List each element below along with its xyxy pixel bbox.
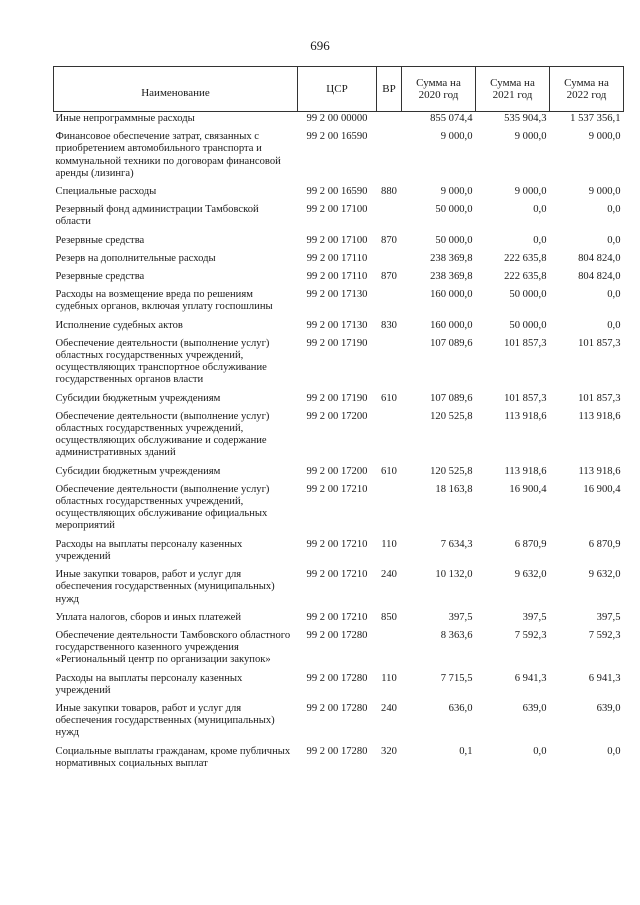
row-sum-2022: 0,0 [607, 319, 621, 331]
row-sum-2021: 7 592,3 [514, 629, 547, 641]
header-2022: Сумма на 2022 год [550, 67, 624, 112]
row-name: Иные закупки товаров, работ и услуг для обеспечения государственных (муниципальных) нужд [55, 702, 275, 739]
row-vr: 880 [381, 186, 397, 198]
table-row [54, 267, 624, 285]
row-csr: 99 2 00 17130 [306, 319, 368, 331]
row-vr: 320 [381, 745, 397, 757]
row-sum-2022: 101 857,3 [578, 392, 621, 404]
row-vr: 830 [381, 319, 397, 331]
row-sum-2020: 50 000,0 [435, 234, 473, 246]
row-sum-2020: 9 000,0 [440, 131, 473, 143]
row-sum-2020: 0,1 [459, 745, 473, 757]
row-sum-2022: 6 870,9 [588, 538, 621, 550]
row-sum-2022: 0,0 [607, 234, 621, 246]
row-sum-2022: 113 918,6 [578, 465, 621, 477]
row-csr: 99 2 00 17210 [306, 611, 368, 623]
row-sum-2022: 0,0 [607, 289, 621, 301]
row-vr: 110 [381, 538, 397, 550]
row-vr: 870 [381, 234, 397, 246]
row-sum-2020: 10 132,0 [435, 569, 473, 581]
row-sum-2021: 0,0 [533, 234, 547, 246]
row-name: Расходы на выплаты персоналу казенных учреждений [55, 538, 243, 562]
table-row [54, 742, 624, 772]
row-csr: 99 2 00 16590 [306, 186, 368, 198]
row-csr: 99 2 00 17100 [306, 204, 368, 216]
row-sum-2020: 397,5 [448, 611, 473, 623]
row-sum-2021: 113 918,6 [504, 410, 547, 422]
row-sum-2021: 101 857,3 [504, 337, 547, 349]
row-vr [377, 249, 402, 267]
row-vr: 110 [381, 672, 397, 684]
table-row [54, 669, 624, 699]
header-csr: ЦСР [298, 67, 377, 112]
row-sum-2022: 804 824,0 [578, 271, 621, 283]
row-name: Обеспечение деятельности (выполнение услуг) областных государственных учреждений, осуществляющих транспортное обслуживание государственных органов власти [55, 337, 270, 386]
row-vr [377, 334, 402, 389]
row-csr: 99 2 00 17130 [306, 289, 368, 301]
budget-table [53, 66, 624, 772]
row-csr: 99 2 00 17280 [306, 702, 368, 714]
table-row [54, 112, 624, 128]
row-vr: 610 [381, 392, 397, 404]
table-row [54, 231, 624, 249]
row-name: Социальные выплаты гражданам, кроме публичных нормативных социальных выплат [55, 745, 291, 769]
row-name: Финансовое обеспечение затрат, связанных с приобретением автомобильного транспорта и коммунальной техники по договорам финансовой аренды (лизинга) [55, 131, 281, 179]
row-sum-2021: 50 000,0 [509, 289, 547, 301]
table-row [54, 389, 624, 407]
table-row [54, 407, 624, 462]
row-csr: 99 2 00 00000 [306, 113, 368, 124]
row-vr [377, 480, 402, 535]
row-sum-2022: 9 000,0 [588, 186, 621, 198]
header-2020: Сумма на 2020 год [402, 67, 476, 112]
row-name: Резервные средства [55, 271, 145, 283]
row-sum-2021: 222 635,8 [504, 252, 547, 264]
row-name: Уплата налогов, сборов и иных платежей [55, 611, 242, 623]
row-sum-2020: 120 525,8 [430, 410, 473, 422]
row-sum-2022: 9 632,0 [588, 569, 621, 581]
row-csr: 99 2 00 17200 [306, 410, 368, 422]
table-row [54, 285, 624, 315]
table-row [54, 626, 624, 669]
table-row [54, 608, 624, 626]
row-vr: 850 [381, 611, 397, 623]
row-sum-2022: 6 941,3 [588, 672, 621, 684]
row-sum-2021: 101 857,3 [504, 392, 547, 404]
row-csr: 99 2 00 17190 [306, 337, 368, 349]
row-sum-2021: 0,0 [533, 745, 547, 757]
header-vr: ВР [377, 67, 402, 112]
row-sum-2020: 50 000,0 [435, 204, 473, 216]
row-sum-2022: 7 592,3 [588, 629, 621, 641]
row-name: Иные закупки товаров, работ и услуг для обеспечения государственных (муниципальных) нужд [55, 569, 275, 605]
row-csr: 99 2 00 17280 [306, 629, 368, 641]
row-name: Резервный фонд администрации Тамбовской области [55, 204, 259, 228]
row-sum-2022: 16 900,4 [583, 483, 621, 495]
row-sum-2020: 107 089,6 [430, 392, 473, 404]
row-sum-2021: 0,0 [533, 204, 547, 216]
row-csr: 99 2 00 17200 [306, 465, 368, 477]
row-name: Специальные расходы [55, 186, 157, 198]
row-sum-2021: 9 000,0 [514, 131, 547, 143]
row-sum-2020: 238 369,8 [430, 271, 473, 283]
row-sum-2020: 636,0 [448, 702, 473, 714]
row-csr: 99 2 00 17210 [306, 538, 368, 550]
row-sum-2020: 9 000,0 [440, 186, 473, 198]
row-sum-2022: 397,5 [596, 611, 621, 623]
table-row [54, 316, 624, 334]
row-sum-2021: 535 904,3 [504, 113, 547, 124]
table-header [54, 67, 624, 112]
row-vr: 240 [381, 702, 397, 714]
row-csr: 99 2 00 17280 [306, 672, 368, 684]
row-sum-2020: 160 000,0 [430, 289, 473, 301]
row-name: Обеспечение деятельности (выполнение услуг) областных государственных учреждений, осуществляющих обслуживание официальных мероприятий [55, 483, 270, 532]
row-csr: 99 2 00 17110 [306, 252, 368, 264]
header-name: Наименование [54, 67, 298, 112]
row-sum-2022: 101 857,3 [578, 337, 621, 349]
row-sum-2022: 9 000,0 [588, 131, 621, 143]
row-vr [377, 112, 402, 128]
table-row [54, 565, 624, 608]
row-sum-2021: 222 635,8 [504, 271, 547, 283]
row-sum-2020: 8 363,6 [440, 629, 473, 641]
row-name: Обеспечение деятельности (выполнение услуг) областных государственных учреждений, осуществляющих обслуживание и содержание административных зданий [55, 410, 270, 459]
row-name: Расходы на выплаты персоналу казенных учреждений [55, 672, 243, 696]
row-name: Резерв на дополнительные расходы [55, 252, 216, 264]
row-vr: 610 [381, 465, 397, 477]
table-row [54, 182, 624, 200]
row-vr [377, 127, 402, 182]
row-sum-2021: 639,0 [522, 702, 547, 714]
row-sum-2020: 107 089,6 [430, 337, 473, 349]
row-csr: 99 2 00 17100 [306, 234, 368, 246]
row-sum-2021: 6 941,3 [514, 672, 547, 684]
table-row [54, 462, 624, 480]
row-vr: 240 [381, 569, 397, 581]
row-csr: 99 2 00 17280 [306, 745, 368, 757]
row-name: Иные непрограммные расходы [55, 113, 195, 124]
row-name: Субсидии бюджетным учреждениям [55, 392, 221, 404]
table-body [54, 112, 624, 772]
row-csr: 99 2 00 17210 [306, 483, 368, 495]
row-sum-2020: 160 000,0 [430, 319, 473, 331]
row-vr [377, 407, 402, 462]
row-sum-2020: 7 634,3 [440, 538, 473, 550]
row-sum-2022: 0,0 [607, 204, 621, 216]
table-row [54, 200, 624, 230]
row-vr [377, 626, 402, 669]
row-sum-2022: 0,0 [607, 745, 621, 757]
row-sum-2021: 6 870,9 [514, 538, 547, 550]
page-number: 696 [310, 38, 330, 53]
row-name: Обеспечение деятельности Тамбовского областного государственного казенного учреждения «Региональный центр по организации закупок» [55, 629, 291, 666]
row-csr: 99 2 00 16590 [306, 131, 368, 143]
row-sum-2020: 120 525,8 [430, 465, 473, 477]
header-2021: Сумма на 2021 год [476, 67, 550, 112]
table-row [54, 249, 624, 267]
row-name: Расходы на возмещение вреда по решениям судебных органов, включая уплату госпошлины [55, 289, 273, 313]
row-sum-2021: 397,5 [522, 611, 547, 623]
row-sum-2020: 18 163,8 [435, 483, 473, 495]
table-row [54, 334, 624, 389]
row-sum-2021: 9 632,0 [514, 569, 547, 581]
table-row [54, 480, 624, 535]
table-row [54, 699, 624, 742]
row-csr: 99 2 00 17190 [306, 392, 368, 404]
row-sum-2022: 804 824,0 [578, 252, 621, 264]
row-csr: 99 2 00 17110 [306, 271, 368, 283]
row-sum-2022: 1 537 356,1 [570, 113, 621, 124]
row-name: Исполнение судебных актов [55, 319, 183, 331]
row-vr [377, 285, 402, 315]
row-sum-2021: 50 000,0 [509, 319, 547, 331]
row-sum-2021: 16 900,4 [509, 483, 547, 495]
row-name: Субсидии бюджетным учреждениям [55, 465, 221, 477]
row-csr: 99 2 00 17210 [306, 569, 368, 581]
row-vr [377, 200, 402, 230]
row-name: Резервные средства [55, 234, 145, 246]
row-sum-2022: 639,0 [596, 702, 621, 714]
row-sum-2021: 113 918,6 [504, 465, 547, 477]
row-vr: 870 [381, 271, 397, 283]
table-row [54, 127, 624, 182]
table-row [54, 535, 624, 565]
row-sum-2021: 9 000,0 [514, 186, 547, 198]
row-sum-2020: 238 369,8 [430, 252, 473, 264]
row-sum-2020: 7 715,5 [440, 672, 473, 684]
row-sum-2022: 113 918,6 [578, 410, 621, 422]
row-sum-2020: 855 074,4 [430, 113, 473, 124]
